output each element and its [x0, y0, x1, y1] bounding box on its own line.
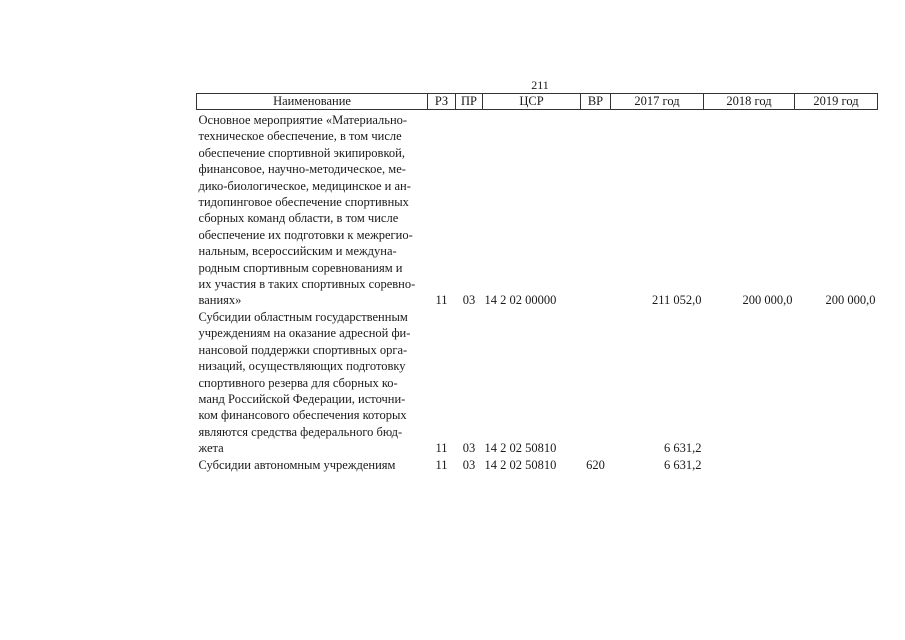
row-vr-cell: [581, 110, 611, 309]
row-name-line: низаций, осуществляющих подготовку: [198, 359, 406, 374]
column-header-rz: РЗ: [428, 94, 456, 110]
row-name-line: финансовое, научно-методическое, ме-: [198, 162, 406, 177]
row-rz-cell: 11: [435, 441, 448, 456]
row-name-line: манд Российской Федерации, источни-: [198, 391, 406, 406]
table-header-row: [197, 94, 878, 110]
table-row: [197, 110, 878, 309]
column-header-csr: ЦСР: [483, 94, 581, 110]
row-2017-cell: 6 631,2: [664, 457, 702, 472]
column-header-vr: ВР: [581, 94, 611, 110]
row-2017-cell: 211 052,0: [651, 293, 702, 308]
row-name-cell: [197, 309, 428, 457]
row-name-line: техническое обеспечение, в том числе: [198, 129, 402, 144]
row-pr-cell: 03: [462, 293, 476, 308]
row-2017-cell: 6 631,2: [664, 441, 702, 456]
table-row: [197, 309, 878, 457]
row-pr-cell: 03: [462, 441, 476, 456]
row-name-line: спортивного резерва для сборных ко-: [198, 375, 398, 390]
row-name-line: являются средства федерального бюд-: [198, 424, 403, 439]
row-name-line: сборных команд области, в том числе: [198, 211, 399, 226]
row-name-line: нансовой поддержки спортивных орга-: [198, 342, 408, 357]
row-name-line: их участия в таких спортивных соревно-: [198, 277, 416, 292]
row-name-cell: [197, 110, 428, 309]
row-2019-cell: [795, 457, 878, 473]
row-name-line: нальным, всероссийским и междуна-: [198, 244, 397, 259]
column-header-pr: ПР: [456, 94, 483, 110]
row-2018-cell: 200 000,0: [742, 293, 793, 308]
row-pr-cell: 03: [462, 457, 476, 472]
row-name-line: Основное мероприятие «Материально-: [198, 113, 408, 127]
table-row: [197, 457, 878, 473]
column-header-2019: 2019 год: [795, 94, 878, 110]
row-2019-cell: [795, 309, 878, 457]
row-name-line: дико-биологическое, медицинское и ан-: [198, 178, 411, 193]
row-vr-cell: [581, 309, 611, 457]
column-header-2018: 2018 год: [704, 94, 795, 110]
row-name-line: учреждениям на оказание адресной фи-: [198, 326, 411, 341]
page-number: 211: [531, 78, 549, 92]
row-name-line: Субсидии областным государственным: [198, 309, 408, 324]
row-name-line: родным спортивным соревнованиям и: [198, 260, 403, 275]
row-vr-cell: 620: [586, 457, 605, 472]
row-csr-cell: 14 2 02 50810: [484, 457, 557, 472]
row-name-line: ваниях»: [198, 293, 242, 308]
row-name-line: Субсидии автономным учреждениям: [198, 457, 396, 472]
row-name-line: жета: [198, 441, 224, 456]
row-csr-cell: 14 2 02 50810: [484, 441, 557, 456]
row-name-line: ком финансового обеспечения которых: [198, 408, 407, 423]
column-header-name: Наименование: [197, 94, 428, 110]
row-rz-cell: 11: [435, 457, 448, 472]
row-name-cell: [197, 457, 428, 473]
row-2018-cell: [704, 457, 795, 473]
budget-table: [196, 93, 878, 473]
row-2019-cell: 200 000,0: [825, 293, 876, 308]
row-2018-cell: [704, 309, 795, 457]
row-csr-cell: 14 2 02 00000: [484, 293, 557, 308]
row-rz-cell: 11: [435, 293, 448, 308]
row-name-line: тидопинговое обеспечение спортивных: [198, 195, 409, 210]
row-name-line: обеспечение спортивной экипировкой,: [198, 145, 405, 160]
column-header-2017: 2017 год: [611, 94, 704, 110]
row-name-line: обеспечение их подготовки к межрегио-: [198, 227, 413, 242]
